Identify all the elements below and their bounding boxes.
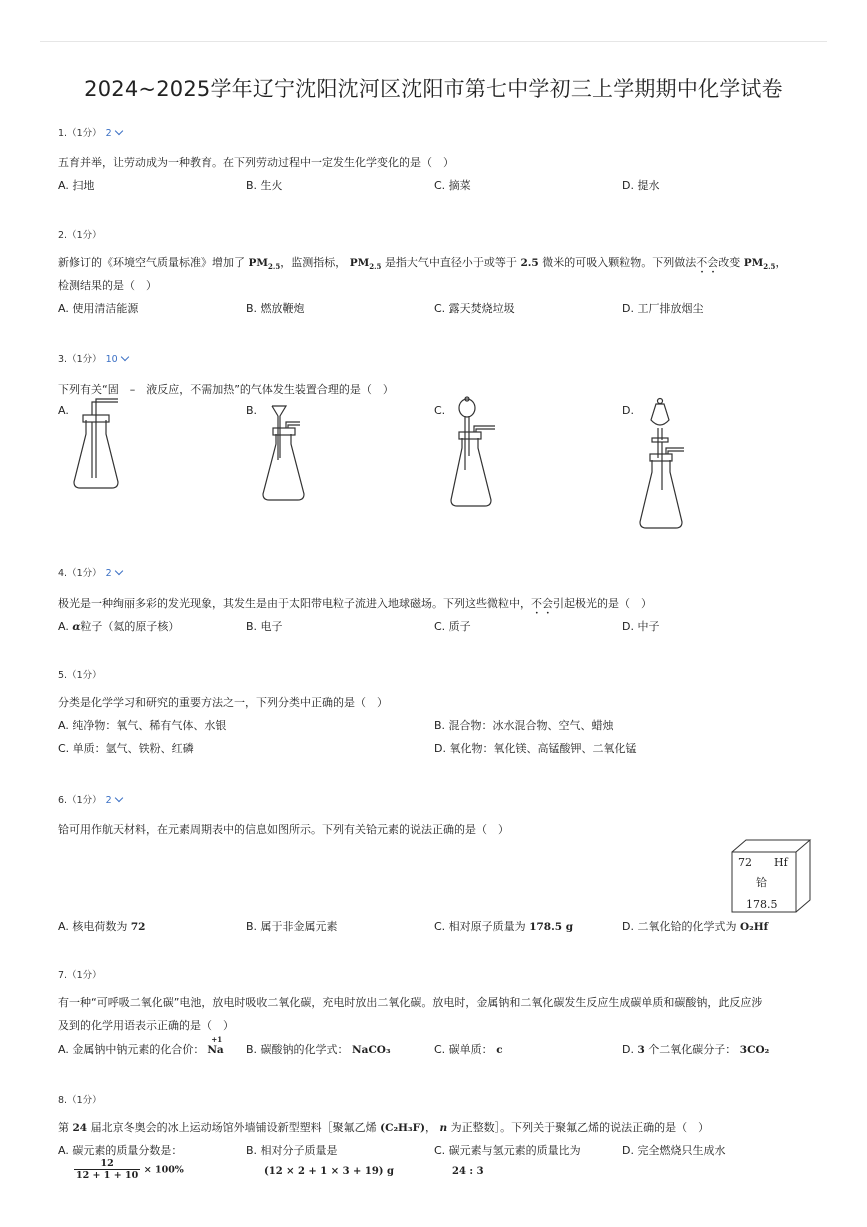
- q3-option-c[interactable]: C.: [434, 404, 446, 417]
- question-2-header: 2.（1分）: [58, 230, 102, 241]
- question-7-header: 7.（1分）: [58, 970, 102, 981]
- question-7-stem: 有一种“可呼吸二氧化碳”电池，放电时吸收二氧化碳，充电时放出二氧化碳。放电时，金属钠和二氧化碳发生反应生成碳单质和碳酸钠，此反应涉: [58, 996, 763, 1009]
- apparatus-c-image[interactable]: [448, 396, 508, 508]
- q3-option-a[interactable]: A.: [58, 404, 69, 417]
- q6-option-d[interactable]: D. 二氧化铪的化学式为 O₂Hf: [622, 920, 769, 933]
- q7-option-d[interactable]: D. 3 个二氧化碳分子： 3CO₂: [622, 1043, 770, 1056]
- element-card-hafnium: [730, 838, 814, 914]
- related-count-tag[interactable]: 10: [105, 354, 118, 365]
- emphasis-text: 不会: [696, 256, 719, 269]
- element-name: 铪: [756, 876, 767, 889]
- q5-option-a[interactable]: A. 纯净物：氧气、稀有气体、水银: [58, 719, 227, 732]
- q4-option-a[interactable]: A. α粒子（氦的原子核）: [58, 620, 180, 633]
- q8-option-c-formula: 24 : 3: [452, 1166, 484, 1177]
- q3-option-d[interactable]: D.: [622, 404, 634, 417]
- page-title: 2024~2025学年辽宁沈阳沈河区沈阳市第七中学初三上学期期中化学试卷: [84, 77, 783, 101]
- question-4-stem: 极光是一种绚丽多彩的发光现象，其发生是由于太阳带电粒子流进入地球磁场。下列这些微粒中，不会引起极光的是（ ）: [58, 597, 652, 610]
- question-8-header: 8.（1分）: [58, 1095, 102, 1106]
- question-7-stem-line2: 及到的化学用语表示正确的是（ ）: [58, 1019, 234, 1032]
- q8-option-d[interactable]: D. 完全燃烧只生成水: [622, 1144, 726, 1157]
- q7-option-a[interactable]: A. 金属钠中钠元素的化合价： +1 Na: [58, 1035, 224, 1056]
- related-count-tag[interactable]: 2: [105, 128, 112, 139]
- top-divider: [40, 41, 827, 42]
- q5-option-d[interactable]: D. 氧化物：氧化镁、高锰酸钾、二氧化锰: [434, 742, 637, 755]
- q8-option-b[interactable]: B. 相对分子质量是: [246, 1144, 338, 1157]
- q5-option-b[interactable]: B. 混合物：冰水混合物、空气、蜡烛: [434, 719, 614, 732]
- question-1-header: 1.（1分） 2: [58, 125, 122, 139]
- q6-option-a[interactable]: A. 核电荷数为 72: [58, 920, 146, 933]
- q3-option-b[interactable]: B.: [246, 404, 258, 417]
- q8-option-a-formula: $\frac{12}{12 + 1 + 10}$ × 100%: [76, 1158, 184, 1181]
- chevron-down-icon[interactable]: [114, 567, 122, 575]
- element-symbol: Hf: [774, 856, 788, 869]
- question-4-header: 4.（1分） 2: [58, 565, 122, 579]
- question-5-header: 5.（1分）: [58, 670, 102, 681]
- atomic-mass: 178.5: [746, 898, 778, 911]
- related-count-tag[interactable]: 2: [105, 795, 112, 806]
- q1-option-a[interactable]: A. 扫地: [58, 179, 95, 192]
- chevron-down-icon[interactable]: [114, 794, 122, 802]
- q2-option-b[interactable]: B. 燃放鞭炮: [246, 302, 305, 315]
- apparatus-d-image[interactable]: [636, 396, 692, 532]
- question-3-stem: 下列有关“固 – 液反应，不需加热”的气体发生装置合理的是（ ）: [58, 383, 394, 396]
- question-8-stem: 第 24 届北京冬奥会的冰上运动场馆外墙铺设新型塑料［聚氟乙烯 (C₂H₃F)， n 为正整数］。下列关于聚氟乙烯的说法正确的是（ ）: [58, 1121, 710, 1134]
- q8-option-b-formula: (12 × 2 + 1 × 3 + 19) g: [264, 1166, 395, 1177]
- q6-option-c[interactable]: C. 相对原子质量为 178.5 g: [434, 920, 574, 933]
- q1-option-c[interactable]: C. 摘菜: [434, 179, 471, 192]
- q1-option-d[interactable]: D. 提水: [622, 179, 660, 192]
- question-2-stem: 新修订的《环境空气质量标准》增加了 $PM_{2.5}$，监测指标， $PM_{2.5}$ 是指大气中直径小于或等于 2.5 微米的可吸入颗粒物。下列做法不会改变 $PM_{2.5}$，: [58, 256, 787, 272]
- question-3-header: 3.（1分） 10: [58, 351, 128, 365]
- q1-option-b[interactable]: B. 生火: [246, 179, 283, 192]
- apparatus-b-image[interactable]: [258, 398, 318, 504]
- q8-option-a[interactable]: A. 碳元素的质量分数是：: [58, 1144, 183, 1157]
- q7-option-c[interactable]: C. 碳单质： c: [434, 1043, 503, 1056]
- q2-option-c[interactable]: C. 露天焚烧垃圾: [434, 302, 515, 315]
- q4-option-d[interactable]: D. 中子: [622, 620, 660, 633]
- q4-option-b[interactable]: B. 电子: [246, 620, 283, 633]
- apparatus-a-image[interactable]: [70, 398, 130, 494]
- chevron-down-icon[interactable]: [114, 127, 122, 135]
- q6-option-b[interactable]: B. 属于非金属元素: [246, 920, 338, 933]
- q2-option-d[interactable]: D. 工厂排放烟尘: [622, 302, 704, 315]
- related-count-tag[interactable]: 2: [105, 568, 112, 579]
- emphasis-text: 不会: [531, 597, 553, 610]
- chevron-down-icon[interactable]: [120, 353, 128, 361]
- question-1-stem: 五育并举，让劳动成为一种教育。在下列劳动过程中一定发生化学变化的是（ ）: [58, 156, 454, 169]
- question-6-stem: 铪可用作航天材料，在元素周期表中的信息如图所示。下列有关铪元素的说法正确的是（ ）: [58, 823, 509, 836]
- q2-option-a[interactable]: A. 使用清洁能源: [58, 302, 139, 315]
- q8-option-c[interactable]: C. 碳元素与氢元素的质量比为: [434, 1144, 581, 1157]
- q5-option-c[interactable]: C. 单质：氩气、铁粉、红磷: [58, 742, 194, 755]
- q7-option-b[interactable]: B. 碳酸钠的化学式： NaCO₃: [246, 1043, 391, 1056]
- question-5-stem: 分类是化学学习和研究的重要方法之一，下列分类中正确的是（ ）: [58, 696, 388, 709]
- question-6-header: 6.（1分） 2: [58, 792, 122, 806]
- atomic-number: 72: [738, 856, 752, 869]
- q4-option-c[interactable]: C. 质子: [434, 620, 471, 633]
- question-2-stem-line2: 检测结果的是（ ）: [58, 279, 157, 292]
